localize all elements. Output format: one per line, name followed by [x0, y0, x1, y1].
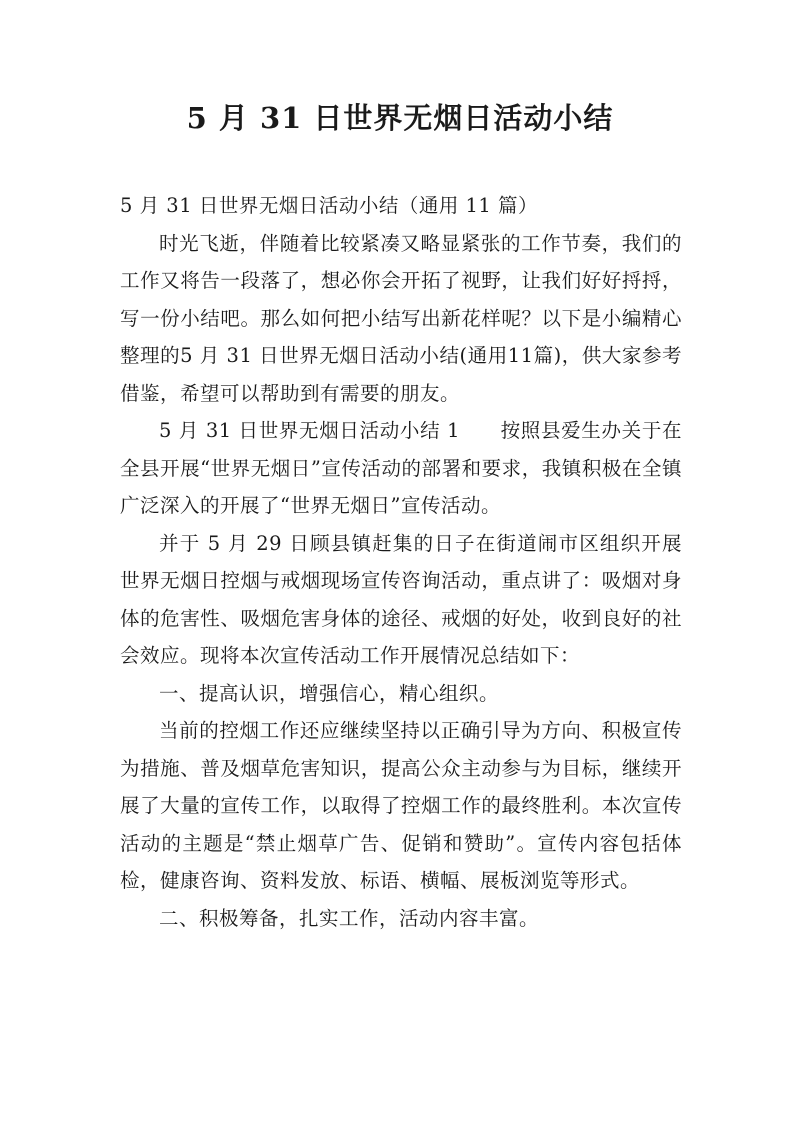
paragraph-summary-1: 5 月 31 日世界无烟日活动小结 1 按照县爱生办关于在全县开展“世界无烟日”宣传活动的部署和要求，我镇积极在全镇广泛深入的开展了“世界无烟日”宣传活动。	[120, 419, 682, 517]
document-subtitle: 5 月 31 日世界无烟日活动小结（通用 11 篇）	[120, 194, 539, 217]
document-body	[120, 187, 682, 937]
paragraph-intro: 时光飞逝，伴随着比较紧凑又略显紧张的工作节奏，我们的工作又将告一段落了，想必你会开拓了视野，让我们好好捋捋，写一份小结吧。那么如何把小结写出新花样呢？以下是小编精心整理的5 月 31 日世界无烟日活动小结(通用11篇)，供大家参考借鉴，希望可以帮助到有需要的朋友。	[120, 231, 682, 405]
section-heading-1: 一、提高认识，增强信心，精心组织。	[159, 681, 500, 705]
document-title: 5 月 31 日世界无烟日活动小结	[186, 101, 614, 135]
paragraph-event: 并于 5 月 29 日顾县镇赶集的日子在街道闹市区组织开展世界无烟日控烟与戒烟现场宣传咨询活动，重点讲了：吸烟对身体的危害性、吸烟危害身体的途径、戒烟的好处，收到良好的社会效应。现将本次宣传活动工作开展情况总结如下：	[120, 531, 682, 667]
section-heading-2: 二、积极筹备，扎实工作，活动内容丰富。	[159, 906, 540, 930]
paragraph-section-1: 当前的控烟工作还应继续坚持以正确引导为方向、积极宣传为措施、普及烟草危害知识，提高公众主动参与为目标，继续开展了大量的宣传工作，以取得了控烟工作的最终胜利。本次宣传活动的主题是“禁止烟草广告、促销和赞助”。宣传内容包括体检，健康咨询、资料发放、标语、横幅、展板浏览等形式。	[120, 719, 682, 892]
